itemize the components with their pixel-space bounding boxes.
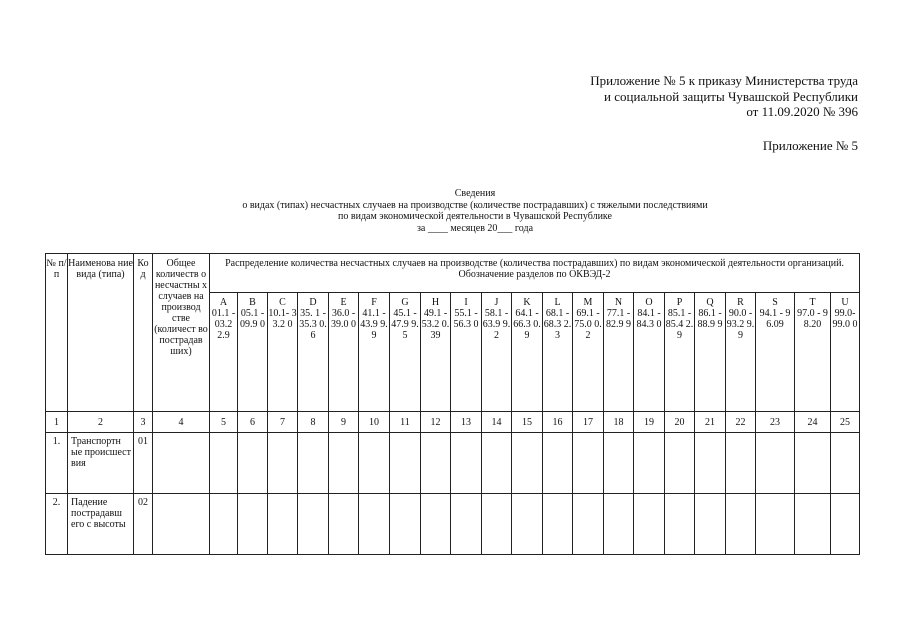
section-code-range: 64.1 - 66.3 0.9: [513, 308, 541, 341]
section-header-r: [726, 293, 756, 412]
column-number: 1: [46, 412, 68, 433]
form-title: [200, 188, 750, 234]
title-line-3: по видам экономической деятельности в Чувашской Республике: [338, 211, 612, 222]
row-section-cell[interactable]: [268, 433, 298, 494]
section-header-p: [665, 293, 695, 412]
section-letter: O: [645, 297, 653, 308]
row-section-cell[interactable]: [756, 494, 795, 555]
section-code-range: 97.0 - 98.20: [797, 308, 828, 330]
section-header-q: [695, 293, 726, 412]
section-code-range: 94.1 - 96.09: [759, 308, 791, 330]
row-section-cell[interactable]: [298, 494, 329, 555]
row-section-cell[interactable]: [634, 494, 665, 555]
row-section-cell[interactable]: [665, 494, 695, 555]
section-letter: N: [614, 297, 623, 308]
appendix-label: Приложение № 5: [762, 138, 858, 153]
row-section-cell[interactable]: [512, 433, 543, 494]
row-section-cell[interactable]: [329, 433, 359, 494]
row-section-cell[interactable]: [604, 433, 634, 494]
order-line-1: Приложение № 5 к приказу Министерства труда: [590, 73, 858, 88]
row-section-cell[interactable]: [795, 494, 831, 555]
section-letter: B: [249, 297, 256, 308]
section-letter: U: [841, 297, 849, 308]
row-code: 02: [134, 494, 153, 555]
row-number: 1.: [46, 433, 68, 494]
section-header-b: [238, 293, 268, 412]
row-section-cell[interactable]: [238, 433, 268, 494]
section-code-range: 10.1- 33.2 0: [268, 308, 297, 330]
column-number: 20: [665, 412, 695, 433]
section-letter: L: [554, 297, 561, 308]
section-code-range: 90.0 - 93.2 9.9: [726, 308, 755, 341]
section-letter: F: [371, 297, 377, 308]
table-row: [46, 494, 860, 555]
row-section-cell[interactable]: [726, 494, 756, 555]
section-letter: I: [464, 297, 468, 308]
row-section-cell[interactable]: [543, 494, 573, 555]
header-number: № п/п: [46, 254, 68, 412]
row-total-cell[interactable]: [153, 433, 210, 494]
section-header-c: [268, 293, 298, 412]
row-section-cell[interactable]: [543, 433, 573, 494]
section-letter: J: [494, 297, 499, 308]
column-number: 6: [238, 412, 268, 433]
row-section-cell[interactable]: [210, 433, 238, 494]
section-code-range: 58.1 - 63.9 9.2: [482, 308, 511, 341]
column-number: 18: [604, 412, 634, 433]
row-section-cell[interactable]: [482, 433, 512, 494]
header-type-name: Наименова ние вида (типа): [68, 254, 134, 412]
header-total: Общее количеств о несчастны х случаев на производ стве (количест во пострадав ших): [153, 254, 210, 412]
row-section-cell[interactable]: [298, 433, 329, 494]
section-letter: T: [809, 297, 816, 308]
title-line-1: Сведения: [454, 188, 496, 199]
column-number: 17: [573, 412, 604, 433]
title-line-4: за ____ месяцев 20___ года: [416, 222, 534, 234]
header-distribution: Распределение количества несчастных случаев на производстве (количества пострадавших) по видам экономической деятельности организаций. Обозначение разделов по ОКВЭД-2: [210, 254, 860, 293]
row-section-cell[interactable]: [795, 433, 831, 494]
row-section-cell[interactable]: [482, 494, 512, 555]
section-header-f: [359, 293, 390, 412]
row-section-cell[interactable]: [329, 494, 359, 555]
section-header-n: [604, 293, 634, 412]
column-number: 3: [134, 412, 153, 433]
row-section-cell[interactable]: [512, 494, 543, 555]
section-code-range: 41.1 - 43.9 9.9: [360, 308, 388, 341]
section-letter: G: [401, 297, 409, 308]
section-code-range: 84.1 - 84.3 0: [636, 308, 662, 330]
section-header-t: [795, 293, 831, 412]
column-number: 9: [329, 412, 359, 433]
row-section-cell[interactable]: [831, 433, 860, 494]
table-row: [46, 433, 860, 494]
row-section-cell[interactable]: [665, 433, 695, 494]
section-letter: H: [431, 297, 440, 308]
section-header-i: [451, 293, 482, 412]
section-code-range: 01.1 - 03.2 2.9: [211, 308, 236, 341]
section-code-range: 49.1 - 53.2 0.39: [421, 308, 450, 341]
column-number: 24: [795, 412, 831, 433]
row-section-cell[interactable]: [756, 433, 795, 494]
row-section-cell[interactable]: [390, 494, 421, 555]
row-section-cell[interactable]: [359, 433, 390, 494]
row-section-cell[interactable]: [390, 433, 421, 494]
order-reference: [590, 73, 858, 120]
row-section-cell[interactable]: [421, 433, 451, 494]
column-number: 15: [512, 412, 543, 433]
row-type-name: Падение пострадавш его с высоты: [68, 494, 134, 555]
row-section-cell[interactable]: [573, 494, 604, 555]
row-section-cell[interactable]: [634, 433, 665, 494]
column-number: 8: [298, 412, 329, 433]
column-number: 19: [634, 412, 665, 433]
section-header-k: [512, 293, 543, 412]
section-letter: Q: [706, 297, 714, 308]
section-header-u: [831, 293, 860, 412]
row-total-cell[interactable]: [153, 494, 210, 555]
section-header-h: [421, 293, 451, 412]
column-number: 16: [543, 412, 573, 433]
section-letter: K: [523, 297, 531, 308]
row-code: 01: [134, 433, 153, 494]
section-header-s: [756, 293, 795, 412]
section-header-m: [573, 293, 604, 412]
column-number: 12: [421, 412, 451, 433]
section-header-a: [210, 293, 238, 412]
section-code-range: 77.1 - 82.9 9: [606, 308, 631, 330]
row-section-cell[interactable]: [831, 494, 860, 555]
row-section-cell[interactable]: [238, 494, 268, 555]
section-header-g: [390, 293, 421, 412]
accident-statistics-table: [45, 253, 860, 555]
row-section-cell[interactable]: [726, 433, 756, 494]
section-code-range: 68.1 - 68.3 2.3: [543, 308, 572, 341]
row-section-cell[interactable]: [421, 494, 451, 555]
column-number: 2: [68, 412, 134, 433]
section-header-e: [329, 293, 359, 412]
column-number: 13: [451, 412, 482, 433]
column-number: 23: [756, 412, 795, 433]
section-code-range: 45.1 - 47.9 9.5: [391, 308, 419, 341]
section-code-range: 35. 1 - 35.3 0.6: [299, 308, 327, 341]
section-letter: M: [583, 297, 593, 308]
section-letter: A: [219, 297, 228, 308]
section-header-d: [298, 293, 329, 412]
row-section-cell[interactable]: [604, 494, 634, 555]
section-code-range: 69.1 - 75.0 0.2: [574, 308, 602, 341]
section-letter: C: [279, 297, 286, 308]
section-code-range: 05.1 - 09.9 0: [240, 308, 265, 330]
section-header-l: [543, 293, 573, 412]
section-code-range: 85.1 - 85.4 2.9: [665, 308, 694, 341]
row-section-cell[interactable]: [695, 494, 726, 555]
column-number: 25: [831, 412, 860, 433]
column-number: 11: [390, 412, 421, 433]
title-line-2: о видах (типах) несчастных случаев на производстве (количестве пострадавших) с тяжелыми последствиями: [242, 199, 708, 211]
column-number: 14: [482, 412, 512, 433]
row-section-cell[interactable]: [451, 433, 482, 494]
section-letter: S: [772, 297, 778, 308]
column-number: 5: [210, 412, 238, 433]
order-line-3: от 11.09.2020 № 396: [746, 104, 858, 119]
section-header-o: [634, 293, 665, 412]
row-section-cell[interactable]: [695, 433, 726, 494]
column-number: 7: [268, 412, 298, 433]
row-section-cell[interactable]: [451, 494, 482, 555]
column-number: 22: [726, 412, 756, 433]
column-number: 21: [695, 412, 726, 433]
column-number: 4: [153, 412, 210, 433]
header-code: Ко д: [134, 254, 153, 412]
section-code-range: 55.1 - 56.3 0: [453, 308, 479, 330]
order-line-2: и социальной защиты Чувашской Республики: [604, 88, 858, 104]
row-section-cell[interactable]: [210, 494, 238, 555]
section-letter: P: [676, 297, 683, 308]
row-number: 2.: [46, 494, 68, 555]
column-number: 10: [359, 412, 390, 433]
section-letter: R: [737, 297, 744, 308]
section-code-range: 86.1 - 88.9 9: [697, 308, 723, 330]
section-code-range: 36.0 - 39.0 0: [331, 308, 356, 330]
section-header-j: [482, 293, 512, 412]
row-section-cell[interactable]: [359, 494, 390, 555]
row-section-cell[interactable]: [268, 494, 298, 555]
row-type-name: Транспортн ые происшест вия: [68, 433, 134, 494]
row-section-cell[interactable]: [573, 433, 604, 494]
section-letter: E: [340, 297, 347, 308]
section-code-range: 99.0- 99.0 0: [832, 308, 858, 330]
section-letter: D: [309, 297, 317, 308]
